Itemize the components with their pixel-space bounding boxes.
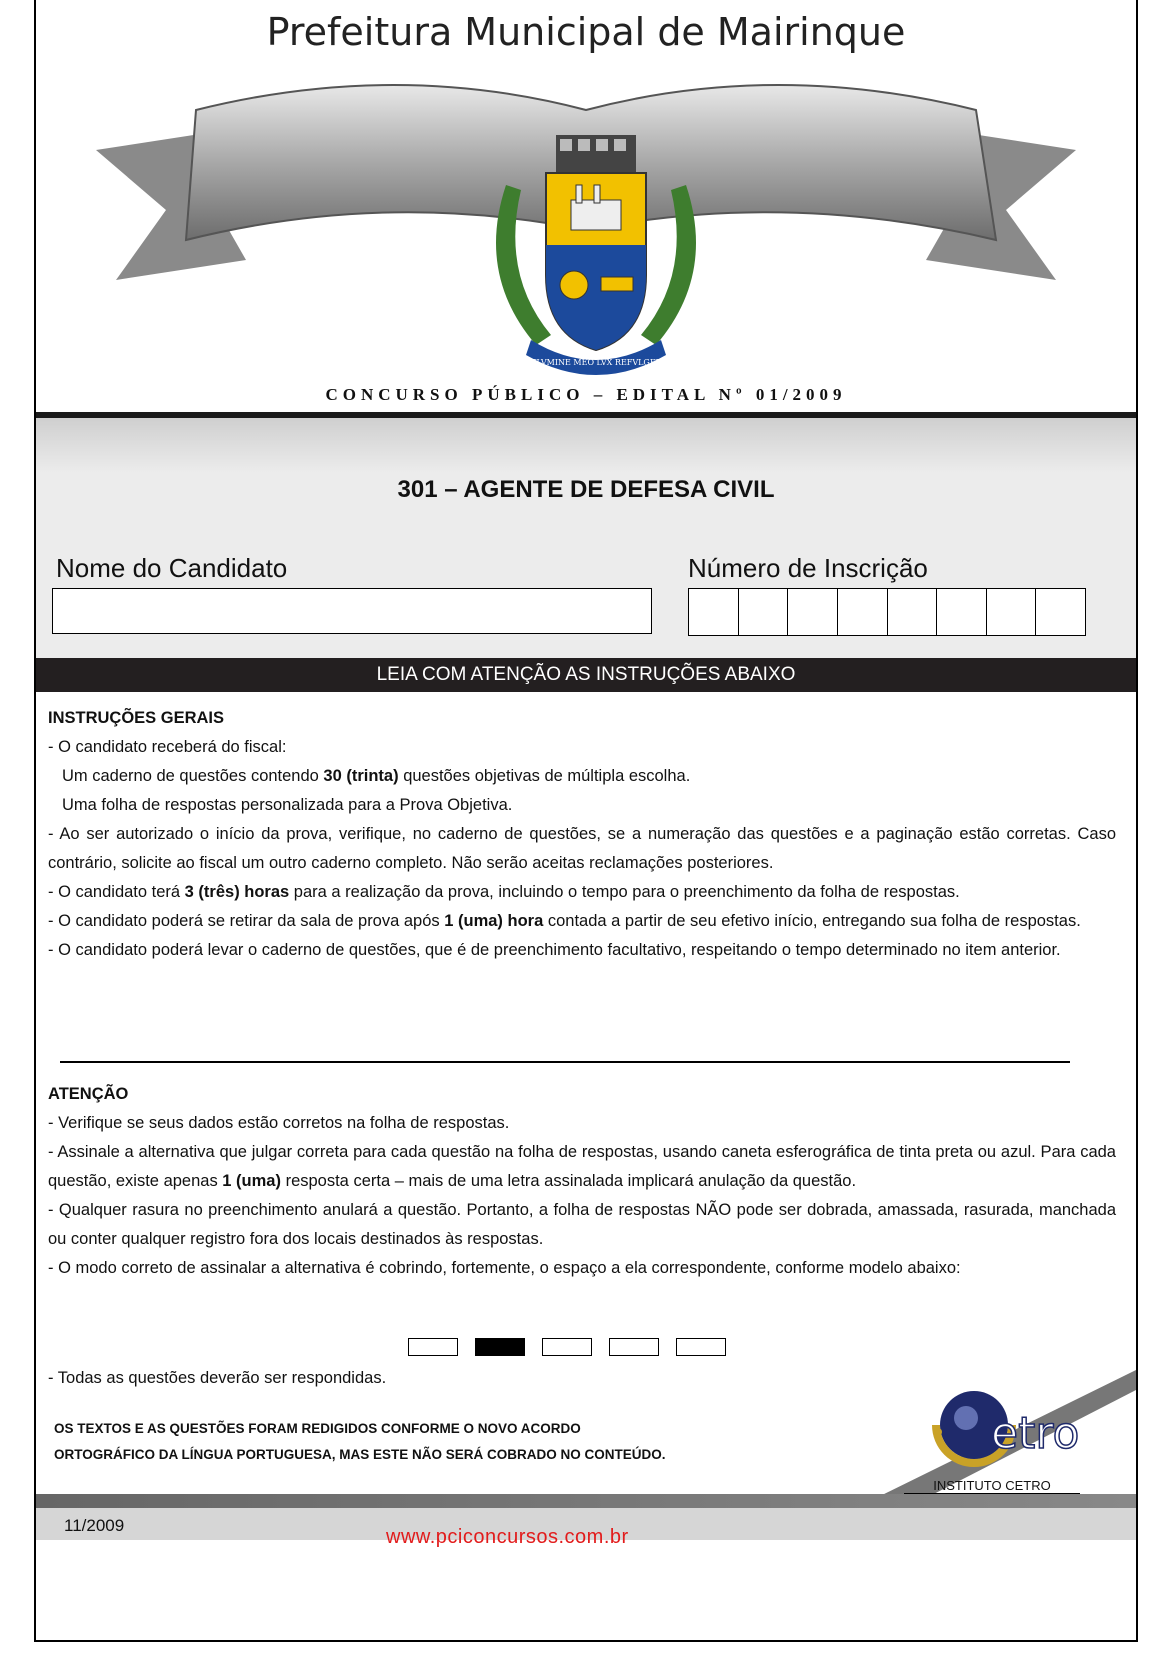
digit-box[interactable]	[987, 589, 1037, 635]
general-instructions	[48, 704, 1116, 965]
footer-strip	[36, 1494, 1136, 1508]
instruction-line: - Verifique se seus dados estão corretos na folha de respostas.	[48, 1114, 510, 1132]
section-divider	[60, 1061, 1070, 1063]
exam-cover	[34, 0, 1138, 1642]
digit-box[interactable]	[937, 589, 987, 635]
instruction-line: - O candidato receberá do fiscal:	[48, 738, 287, 756]
page-title: Prefeitura Municipal de Mairinque	[266, 10, 906, 54]
instruction-line: - Todas as questões deverão ser respondidas.	[48, 1369, 387, 1387]
answer-bubble-filled	[475, 1338, 525, 1356]
watermark-link[interactable]: www.pciconcursos.com.br	[386, 1526, 629, 1548]
instruction-line: Uma folha de respostas personalizada para a Prova Objetiva.	[62, 796, 513, 814]
cetro-logo-text: INSTITUTO CETRO	[904, 1478, 1080, 1526]
exam-title: 301 – AGENTE DE DEFESA CIVIL	[397, 476, 775, 503]
instruction-line: - O candidato poderá levar o caderno de questões, que é de preenchimento facultativo, respeitando o tempo determinado no item anterior.	[48, 941, 1061, 959]
crest-motto: FLVMINE MEO LVX REFVLGET	[530, 358, 662, 367]
registration-number-label: Número de Inscrição	[688, 553, 928, 583]
digit-box[interactable]	[838, 589, 888, 635]
instruction-line: Um caderno de questões contendo 30 (trinta) questões objetivas de múltipla escolha.	[62, 767, 691, 785]
instructions-bar: LEIA COM ATENÇÃO AS INSTRUÇÕES ABAIXO	[36, 658, 1136, 692]
instruction-line: - Ao ser autorizado o início da prova, verifique, no caderno de questões, se a numeração das questões e a paginação estão corretas. Caso contrário, solicite ao fiscal um outro caderno completo. Não serão aceitas reclamações posteriores.	[48, 825, 1116, 872]
instruction-line: - O candidato terá 3 (três) horas para a realização da prova, incluindo o tempo para o preenchimento da folha de respostas.	[48, 883, 960, 901]
digit-box[interactable]	[788, 589, 838, 635]
municipal-crest-icon	[476, 125, 716, 385]
instruction-line: - Qualquer rasura no preenchimento anulará a questão. Portanto, a folha de respostas NÃO pode ser dobrada, amassada, rasurada, manchada ou conter qualquer registro fora dos locais destinados às respostas.	[48, 1201, 1116, 1248]
digit-box[interactable]	[689, 589, 739, 635]
digit-box[interactable]	[888, 589, 938, 635]
answer-model	[408, 1338, 743, 1356]
attention-instructions	[48, 1080, 1116, 1283]
answer-bubble	[676, 1338, 726, 1356]
candidate-name-field[interactable]	[52, 588, 652, 634]
instruction-line: - O modo correto de assinalar a alternativa é cobrindo, fortemente, o espaço a ela correspondente, conforme modelo abaixo:	[48, 1259, 961, 1277]
answer-bubble	[609, 1338, 659, 1356]
digit-box[interactable]	[739, 589, 789, 635]
general-heading: INSTRUÇÕES GERAIS	[48, 709, 225, 727]
digit-box[interactable]	[1036, 589, 1085, 635]
answer-bubble	[542, 1338, 592, 1356]
answer-bubble	[408, 1338, 458, 1356]
edital-line: CONCURSO PÚBLICO – EDITAL Nº 01/2009	[325, 385, 847, 404]
orthography-note: OS TEXTOS E AS QUESTÕES FORAM REDIGIDOS CONFORME O NOVO ACORDO ORTOGRÁFICO DA LÍNGUA PORTUGUESA, MAS ESTE NÃO SERÁ COBRADO NO CONTEÚDO.	[54, 1421, 666, 1462]
candidate-name-label: Nome do Candidato	[56, 553, 288, 583]
registration-number-field[interactable]	[688, 588, 1086, 636]
instruction-line: - O candidato poderá se retirar da sala de prova após 1 (uma) hora contada a partir de seu efetivo início, entregando sua folha de respostas.	[48, 912, 1081, 930]
print-date: 11/2009	[64, 1516, 125, 1535]
instruction-line: - Assinale a alternativa que julgar correta para cada questão na folha de respostas, usando caneta esferográfica de tinta preta ou azul. Para cada questão, existe apenas 1 (uma) resposta certa – mais de uma letra assinalada implicará anulação da questão.	[48, 1143, 1116, 1190]
logo-wordmark: etro	[991, 1408, 1080, 1459]
attention-heading: ATENÇÃO	[48, 1085, 129, 1103]
